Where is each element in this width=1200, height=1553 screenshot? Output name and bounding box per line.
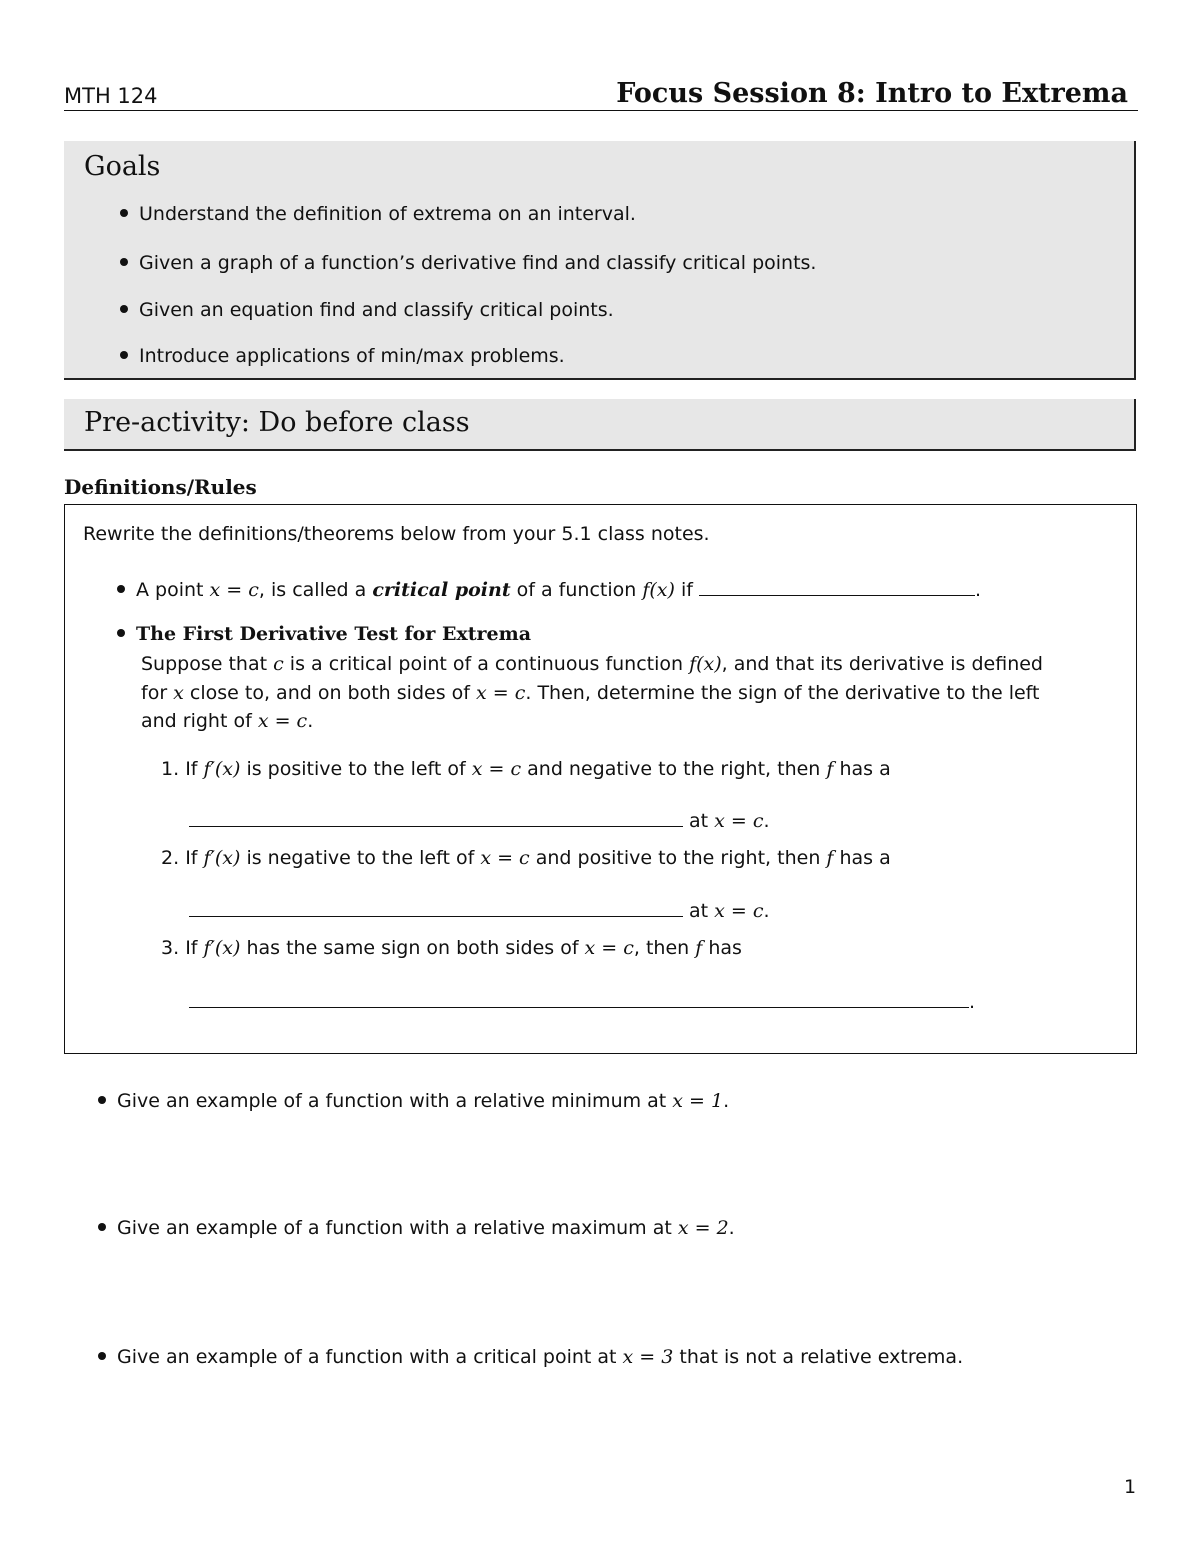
bullet-icon bbox=[117, 629, 125, 637]
bullet-icon bbox=[98, 1352, 106, 1360]
question-item: Give an example of a function with a critical point at x = 3 that is not a relative extrema. bbox=[98, 1346, 963, 1368]
critical-point-definition: A point x = c, is called a critical point of a function f(x) if . bbox=[117, 577, 981, 601]
question-item: Give an example of a function with a relative minimum at x = 1. bbox=[98, 1090, 729, 1112]
goals-box bbox=[64, 141, 1136, 380]
goal-item: Understand the definition of extrema on an interval. bbox=[120, 203, 636, 225]
bullet-icon bbox=[120, 258, 128, 266]
goal-item: Introduce applications of min/max problems. bbox=[120, 345, 565, 367]
fdt-description-line: and right of x = c. bbox=[141, 710, 314, 732]
question-item: Give an example of a function with a relative maximum at x = 2. bbox=[98, 1217, 735, 1239]
pre-activity-heading: Pre-activity: Do before class bbox=[84, 407, 470, 438]
bullet-icon bbox=[120, 305, 128, 313]
bullet-icon bbox=[98, 1096, 106, 1104]
first-derivative-test-title: The First Derivative Test for Extrema bbox=[117, 623, 531, 645]
bullet-icon bbox=[120, 351, 128, 359]
answer-blank[interactable] bbox=[189, 808, 683, 827]
fdt-item: 3. If f′(x) has the same sign on both sides of x = c, then f has bbox=[161, 937, 742, 959]
bullet-icon bbox=[120, 209, 128, 217]
definitions-heading: Definitions/Rules bbox=[64, 475, 257, 499]
critical-point-term: critical point bbox=[372, 579, 511, 601]
fdt-description-line: for x close to, and on both sides of x = c. Then, determine the sign of the derivative to the left bbox=[141, 682, 1040, 704]
header-rule bbox=[64, 110, 1138, 111]
fdt-answer-line: at x = c. bbox=[189, 898, 770, 922]
course-code: MTH 124 bbox=[64, 84, 158, 108]
pre-activity-box bbox=[64, 399, 1136, 451]
fdt-item: 2. If f′(x) is negative to the left of x = c and positive to the right, then f has a bbox=[161, 847, 891, 869]
goals-heading: Goals bbox=[84, 151, 161, 182]
bullet-icon bbox=[98, 1223, 106, 1231]
answer-blank[interactable] bbox=[189, 989, 969, 1008]
page-number: 1 bbox=[1124, 1476, 1137, 1498]
fdt-answer-line: at x = c. bbox=[189, 808, 770, 832]
fdt-description-line: Suppose that c is a critical point of a continuous function f(x), and that its derivative is defined bbox=[141, 653, 1043, 675]
answer-blank[interactable] bbox=[189, 898, 683, 917]
bullet-icon bbox=[117, 585, 125, 593]
answer-blank[interactable] bbox=[699, 577, 975, 596]
goal-item: Given a graph of a function’s derivative find and classify critical points. bbox=[120, 252, 816, 274]
definitions-intro: Rewrite the definitions/theorems below from your 5.1 class notes. bbox=[83, 523, 710, 545]
fdt-answer-line: . bbox=[189, 989, 975, 1013]
definitions-box bbox=[64, 504, 1137, 1054]
goal-item: Given an equation find and classify critical points. bbox=[120, 299, 614, 321]
fdt-item: 1. If f′(x) is positive to the left of x = c and negative to the right, then f has a bbox=[161, 758, 891, 780]
page-title: Focus Session 8: Intro to Extrema bbox=[616, 78, 1128, 109]
